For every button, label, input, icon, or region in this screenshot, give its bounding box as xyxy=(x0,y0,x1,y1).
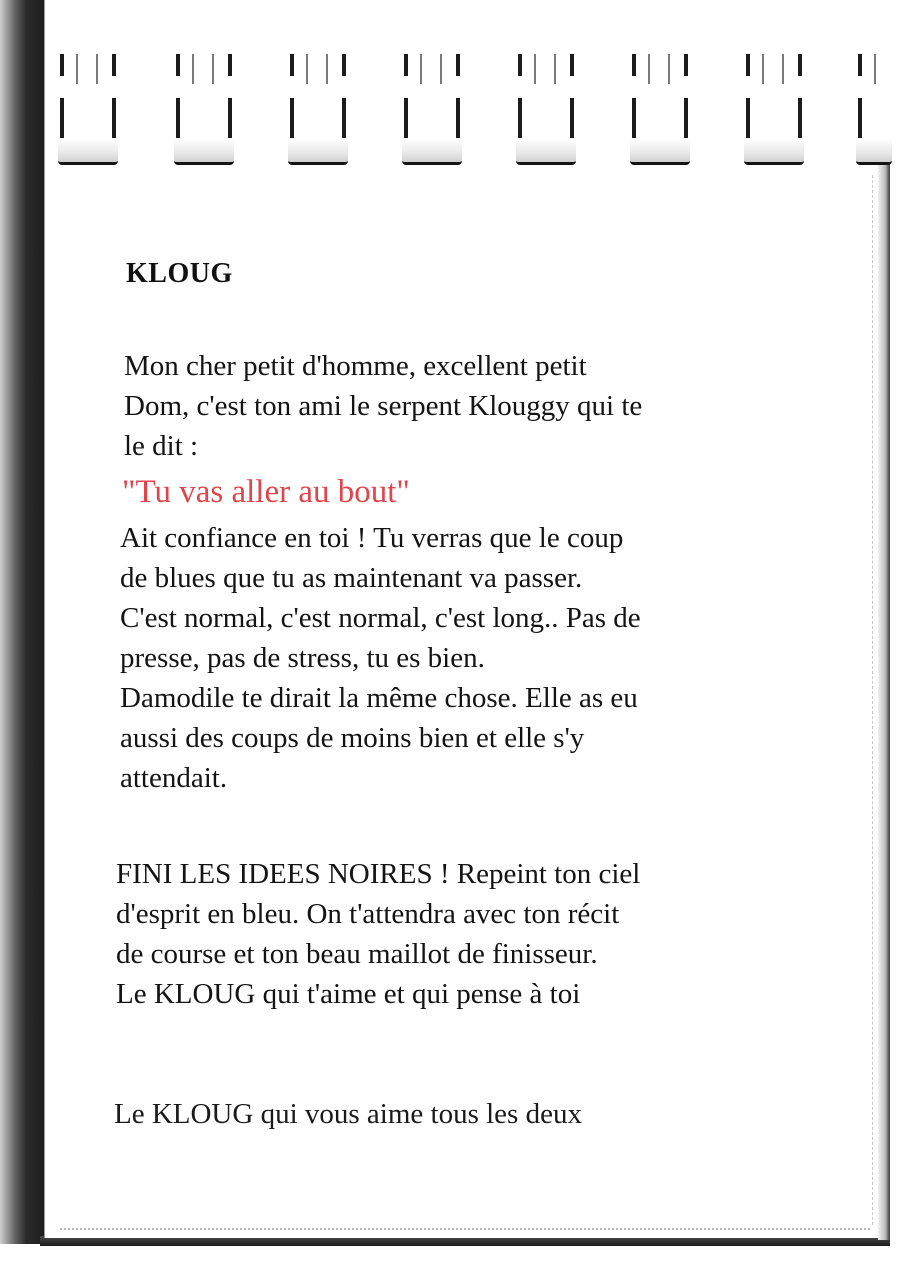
binding-ring xyxy=(286,40,350,166)
binding-ring xyxy=(628,40,692,166)
text-line: Le KLOUG qui t'aime et qui pense à toi xyxy=(116,978,581,1010)
binding-ring xyxy=(400,40,464,166)
text-line: Ait confiance en toi ! Tu verras que le coup xyxy=(120,522,624,554)
perforation-right xyxy=(872,175,873,1225)
scanner-backdrop-right xyxy=(889,0,913,1270)
text-line: de course et ton beau maillot de finisseur. xyxy=(116,938,598,970)
binding-ring xyxy=(742,40,806,166)
highlighted-quote: "Tu vas aller au bout" xyxy=(122,474,410,510)
binding-ring xyxy=(172,40,236,166)
text-line: aussi des coups de moins bien et elle s'y xyxy=(120,722,585,754)
text-line: de blues que tu as maintenant va passer. xyxy=(120,562,583,594)
greeting-paragraph xyxy=(124,346,642,466)
scanner-backdrop-bottom xyxy=(0,1244,913,1270)
page-title: KLOUG xyxy=(126,258,233,289)
text-line: le dit : xyxy=(124,430,199,462)
binding-ring xyxy=(854,40,894,166)
text-line: presse, pas de stress, tu es bien. xyxy=(120,642,485,674)
closing-paragraph xyxy=(116,854,640,1014)
text-line: FINI LES IDEES NOIRES ! Repeint ton ciel xyxy=(116,858,641,890)
text-line: Mon cher petit d'homme, excellent petit xyxy=(124,350,587,382)
text-line: d'esprit en bleu. On t'attendra avec ton récit xyxy=(116,898,620,930)
spiral-binding xyxy=(56,40,896,170)
page-stack-edge xyxy=(878,160,890,1240)
text-line: C'est normal, c'est normal, c'est long.. Pas de xyxy=(120,602,641,634)
perforation-bottom xyxy=(60,1228,870,1230)
scanner-backdrop-left xyxy=(0,0,48,1270)
binding-ring xyxy=(514,40,578,166)
binding-ring xyxy=(56,40,120,166)
text-line: Dom, c'est ton ami le serpent Klouggy qui te xyxy=(124,390,643,422)
text-line: attendait. xyxy=(120,762,228,794)
signature-line: Le KLOUG qui vous aime tous les deux xyxy=(114,1098,582,1130)
body-paragraph xyxy=(120,518,641,798)
text-line: Damodile te dirait la même chose. Elle as eu xyxy=(120,682,638,714)
